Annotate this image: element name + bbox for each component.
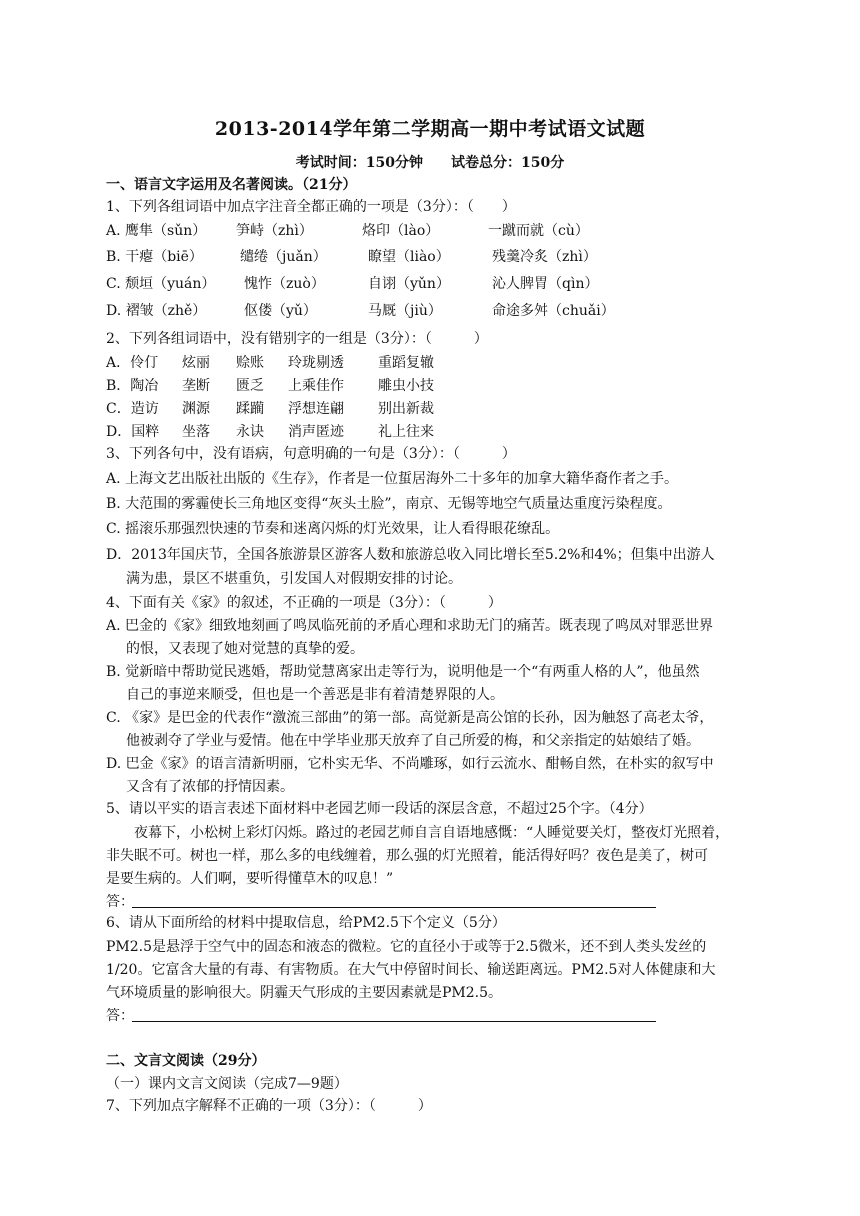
section-1-heading: 一、语言文字运用及名著阅读。（21分） bbox=[106, 177, 357, 193]
q2-b-4: 上乘佳作 bbox=[288, 378, 344, 394]
q1-a-3: 烙印（lào） bbox=[362, 223, 440, 239]
q2-stem: 2、下列各组词语中，没有错别字的一组是（3分）：（ ） bbox=[106, 331, 488, 347]
q4-c-line1: C. 《家》是巴金的代表作“激流三部曲”的第一部。高觉新是高公馆的长孙，因为触怒了高老太爷， bbox=[106, 710, 714, 726]
q1-b-2: 缱绻（juǎn） bbox=[240, 249, 327, 265]
q6-answer-label: 答： bbox=[106, 1008, 134, 1024]
q1-stem: 1、下列各组词语中加点字注音全都正确的一项是（3分）：（ ） bbox=[106, 199, 516, 215]
q4-stem: 4、下面有关《家》的叙述，不正确的一项是（3分）：（ ） bbox=[106, 595, 502, 611]
q2-d-1: D．国粹 bbox=[106, 424, 160, 440]
q4-d-line1: D. 巴金《家》的语言清新明丽，它朴实无华、不尚雕琢，如行云流水、酣畅自然，在朴实的叙写中 bbox=[106, 756, 714, 772]
q3-b: B. 大范围的雾霾使长三角地区变得“灰头土脸”，南京、无锡等地空气质量达重度污染程度。 bbox=[106, 496, 672, 512]
q2-b-1: B．陶冶 bbox=[106, 378, 159, 394]
q2-b-3: 匮乏 bbox=[236, 378, 264, 394]
q7-stem: 7、下列加点字解释不正确的一项（3分）：（ ） bbox=[106, 1098, 432, 1114]
q1-c-4: 沁人脾胃（qìn） bbox=[492, 276, 599, 292]
q2-b-5: 雕虫小技 bbox=[378, 378, 434, 394]
q5-passage-line3: 是要生病的。人们啊，要听得懂草木的叹息！” bbox=[106, 871, 394, 887]
q1-c-2: 愧怍（zuò） bbox=[244, 276, 325, 292]
q1-c-1: C. 颓垣（yuán） bbox=[106, 276, 216, 292]
q1-a-4: 一蹴而就（cù） bbox=[488, 223, 589, 239]
q3-c: C. 摇滚乐那强烈快速的节奏和迷离闪烁的灯光效果，让人看得眼花缭乱。 bbox=[106, 521, 560, 537]
q1-d-4: 命途多舛（chuǎi） bbox=[492, 303, 615, 319]
q4-d-line2: 又含有了浓郁的抒情因素。 bbox=[126, 779, 294, 795]
q4-a-line1: A. 巴金的《家》细致地刻画了鸣凤临死前的矛盾心理和求助无门的痛苦。既表现了鸣凤对罪恶世界 bbox=[106, 618, 714, 634]
q2-a-4: 玲珑剔透 bbox=[288, 355, 344, 371]
q2-b-2: 垄断 bbox=[182, 378, 210, 394]
q5-answer-label: 答： bbox=[106, 894, 134, 910]
q1-b-4: 残羹冷炙（zhì） bbox=[492, 249, 597, 265]
q2-d-2: 坐落 bbox=[182, 424, 210, 440]
q6-passage-line3: 气环境质量的影响很大。阴霾天气形成的主要因素就是PM2.5。 bbox=[106, 985, 503, 1001]
q2-c-3: 蹂躏 bbox=[236, 401, 264, 417]
q1-b-1: B. 干瘪（biē） bbox=[106, 249, 203, 265]
section-2-subheading: （一）课内文言文阅读（完成7—9题） bbox=[106, 1076, 348, 1092]
q2-a-3: 赊账 bbox=[236, 355, 264, 371]
q1-b-3: 瞭望（liào） bbox=[368, 249, 450, 265]
q1-d-2: 伛偻（yǔ） bbox=[244, 303, 317, 319]
section-2-heading: 二、文言文阅读（29分） bbox=[106, 1053, 266, 1069]
q1-a-2: 笋峙（zhì） bbox=[236, 223, 313, 239]
q1-a-1: A. 鹰隼（sǔn） bbox=[106, 223, 207, 239]
q2-d-5: 礼上往来 bbox=[378, 424, 434, 440]
q5-passage-line1: 夜幕下，小松树上彩灯闪烁。路过的老园艺师自言自语地感慨：“人睡觉要关灯，整夜灯光照着， bbox=[134, 825, 730, 841]
q3-stem: 3、下列各句中，没有语病，句意明确的一句是（3分）：（ ） bbox=[106, 446, 516, 462]
q1-d-3: 马厩（jiù） bbox=[368, 303, 442, 319]
q6-answer-line[interactable] bbox=[132, 1021, 656, 1022]
q2-c-4: 浮想连翩 bbox=[288, 401, 344, 417]
exam-info: 考试时间：150分钟 试卷总分：150分 bbox=[295, 155, 565, 171]
q6-passage-line2: 1/20。它富含大量的有毒、有害物质。在大气中停留时间长、输送距离远。PM2.5对人体健康和大 bbox=[106, 962, 716, 978]
q2-a-2: 炫丽 bbox=[182, 355, 210, 371]
q3-d-line2: 满为患，景区不堪重负，引发国人对假期安排的讨论。 bbox=[126, 571, 462, 587]
q2-a-1: A．伶仃 bbox=[106, 355, 159, 371]
q4-b-line1: B. 觉新暗中帮助觉民逃婚，帮助觉慧离家出走等行为，说明他是一个“有两重人格的人”，他虽然 bbox=[106, 664, 700, 680]
q1-d-1: D. 褶皱（zhě） bbox=[106, 303, 207, 319]
q5-stem: 5、请以平实的语言表述下面材料中老园艺师一段话的深层含意，不超过25个字。（4分） bbox=[106, 801, 653, 817]
q2-c-1: C．造访 bbox=[106, 401, 159, 417]
q3-a: A. 上海文艺出版社出版的《生存》，作者是一位蜇居海外二十多年的加拿大籍华裔作者之手。 bbox=[106, 471, 679, 487]
q4-a-line2: 的恨，又表现了她对觉慧的真挚的爱。 bbox=[126, 641, 364, 657]
q2-d-3: 永诀 bbox=[236, 424, 264, 440]
q2-a-5: 重蹈复辙 bbox=[378, 355, 434, 371]
q5-answer-line[interactable] bbox=[132, 907, 656, 908]
q5-passage-line2: 非失眠不可。树也一样，那么多的电线缠着，那么强的灯光照着，能活得好吗？夜色是美了，树可 bbox=[106, 848, 708, 864]
q6-passage-line1: PM2.5是悬浮于空气中的固态和液态的微粒。它的直径小于或等于2.5微米，还不到人类头发丝的 bbox=[106, 939, 707, 955]
page-title: 2013-2014学年第二学期高一期中考试语文试题 bbox=[214, 118, 646, 140]
q6-stem: 6、请从下面所给的材料中提取信息，给PM2.5下个定义（5分） bbox=[106, 915, 506, 931]
q4-c-line2: 他被剥夺了学业与爱情。他在中学毕业那天放弃了自己所爱的梅，和父亲指定的姑娘结了婚。 bbox=[126, 733, 700, 749]
q3-d-line1: D．2013年国庆节，全国各旅游景区游客人数和旅游总收入同比增长至5.2%和4%；但集中出游人 bbox=[106, 547, 715, 563]
q1-c-3: 自诩（yǔn） bbox=[368, 276, 450, 292]
q4-b-line2: 自己的事逆来顺受，但也是一个善恶是非有着清楚界限的人。 bbox=[126, 687, 504, 703]
q2-c-5: 别出新裁 bbox=[378, 401, 434, 417]
q2-c-2: 渊源 bbox=[182, 401, 210, 417]
q2-d-4: 消声匿迹 bbox=[288, 424, 344, 440]
